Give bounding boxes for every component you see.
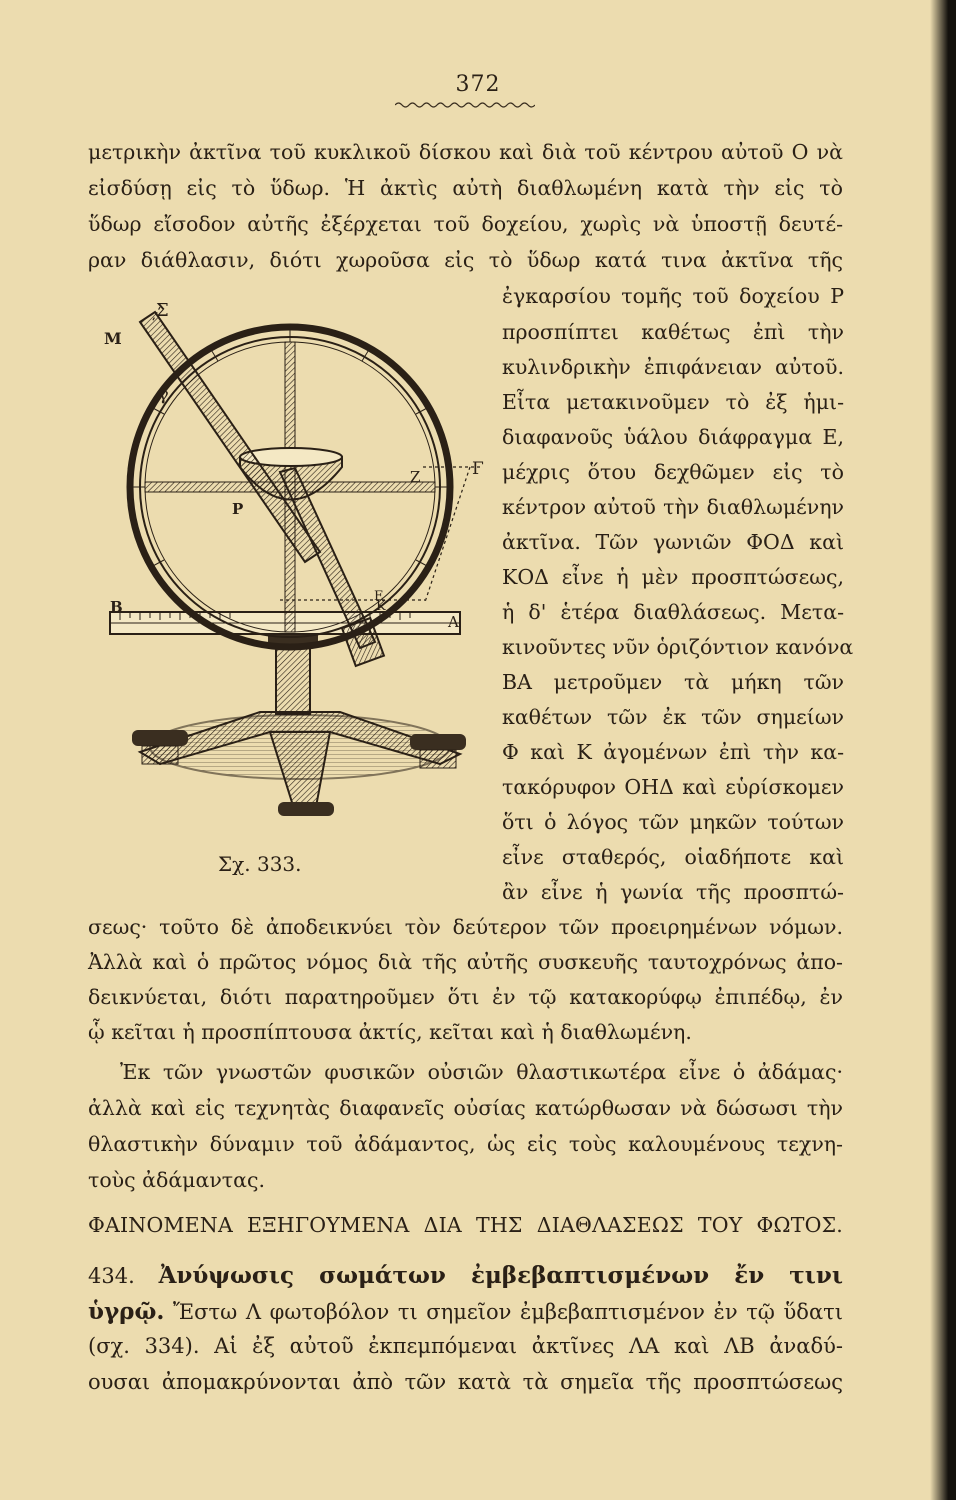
figure-label-gamma: γ bbox=[158, 384, 169, 405]
text-line: εἰσδύσῃ εἰς τὸ ὕδωρ. Ἡ ἀκτὶς αὐτὴ διαθλωμένη κατὰ τὴν εἰς τὸ bbox=[88, 176, 843, 200]
text-line: διαφανοῦς ὑάλου διάφραγμα Ε, bbox=[502, 425, 844, 449]
section-line bbox=[88, 1298, 843, 1325]
wavy-rule-ornament bbox=[395, 100, 535, 110]
text-line: καθέτων τῶν ἐκ τῶν σημείων bbox=[502, 705, 844, 729]
text-line: ἡ δ' ἑτέρα διαθλάσεως. Μετα- bbox=[502, 600, 844, 624]
text-line: τοὺς ἀδάμαντας. bbox=[88, 1168, 265, 1192]
section-heading: ΦΑΙΝΟΜΕΝΑ ΕΞΗΓΟΥΜΕΝΑ ΔΙΑ ΤΗΣ ΔΙΑΘΛΑΣΕΩΣ ΤΟΥ ΦΩΤΟΣ. bbox=[88, 1213, 843, 1237]
text-line: κινοῦντες νῦν ὁριζόντιον κανόνα bbox=[502, 635, 854, 659]
text-line: εἶνε σταθερός, οἱαδήποτε καὶ bbox=[502, 845, 844, 869]
text-line: ᾧ κεῖται ἡ προσπίπτουσα ἀκτίς, κεῖται καὶ ἡ διαθλωμένη. bbox=[88, 1020, 692, 1044]
text-line: ἀλλὰ καὶ εἰς τεχνητὰς διαφανεῖς οὐσίας κατώρθωσαν νὰ δώσωσι τὴν bbox=[88, 1096, 843, 1120]
text-line: μετρικὴν ἀκτῖνα τοῦ κυκλικοῦ δίσκου καὶ διὰ τοῦ κέντρου αὐτοῦ Ο νὰ bbox=[88, 140, 843, 164]
text-line: Ἐκ τῶν γνωστῶν φυσικῶν οὐσιῶν θλαστικωτέρα εἶνε ὁ ἀδάμας· bbox=[120, 1060, 843, 1084]
section-text: Ἔστω Λ φωτοβόλον τι σημεῖον ἐμβεβαπτισμένον ἐν τῷ ὕδατι bbox=[172, 1300, 843, 1324]
text-line: ραν διάθλασιν, διότι χωροῦσα εἰς τὸ ὕδωρ κατά τινα ἀκτῖνα τῆς bbox=[88, 248, 843, 272]
text-line: ὅτι ὁ λόγος τῶν μηκῶν τούτων bbox=[502, 810, 844, 834]
text-line: ΒΑ μετροῦμεν τὰ μήκη τῶν bbox=[502, 670, 844, 694]
figure-label-E: E bbox=[374, 589, 384, 604]
section-title-cont: ὑγρῷ. bbox=[88, 1298, 165, 1325]
text-line: σεως· τοῦτο δὲ ἀποδεικνύει τὸν δεύτερον τῶν προειρημένων νόμων. bbox=[88, 915, 843, 939]
figure-label-sigma: Σ bbox=[156, 300, 169, 321]
figure-label-P: Ρ bbox=[232, 500, 244, 518]
text-line: μέχρις ὅτου δεχθῶμεν εἰς τὸ bbox=[502, 460, 844, 484]
section-title-line bbox=[88, 1262, 843, 1289]
page-edge-shadow bbox=[930, 0, 956, 1500]
text-line: ὕδωρ εἴσοδον αὐτῆς ἐξέρχεται τοῦ δοχείου, χωρὶς νὰ ὑποστῇ δευτέ- bbox=[88, 212, 843, 236]
text-line: προσπίπτει καθέτως ἐπὶ τὴν bbox=[502, 320, 844, 344]
section-line: (σχ. 334). Αἱ ἐξ αὐτοῦ ἐκπεμπόμεναι ἀκτῖνες ΛΑ καὶ ΛΒ ἀναδύ- bbox=[88, 1334, 843, 1358]
figure-label-M: Μ bbox=[104, 329, 122, 348]
text-line: θλαστικὴν δύναμιν τοῦ ἀδάμαντος, ὡς εἰς τοὺς καλουμένους τεχνη- bbox=[88, 1132, 843, 1156]
figure-label-Z: Z bbox=[410, 468, 421, 486]
text-line: δεικνύεται, διότι παρατηροῦμεν ὅτι ἐν τῷ κατακορύφῳ ἐπιπέδῳ, ἐν bbox=[88, 985, 843, 1009]
text-line: ΚΟΔ εἶνε ἡ μὲν προσπτώσεως, bbox=[502, 565, 844, 589]
refraction-apparatus-illustration bbox=[80, 282, 490, 842]
text-line: Ἀλλὰ καὶ ὁ πρῶτος νόμος διὰ τῆς αὐτῆς συσκευῆς ταυτοχρόνως ἀπο- bbox=[88, 950, 843, 974]
section-number: 434. bbox=[88, 1264, 135, 1288]
text-line: ἀκτῖνα. Τῶν γωνιῶν ΦΟΔ καὶ bbox=[502, 530, 844, 554]
text-line: ἂν εἶνε ἡ γωνία τῆς προσπτώ- bbox=[502, 880, 844, 904]
text-line: ἐγκαρσίου τομῆς τοῦ δοχείου Ρ bbox=[502, 284, 844, 308]
figure-label-Gamma: Γ bbox=[472, 459, 484, 479]
page-number: 372 bbox=[455, 72, 501, 97]
section-line: ουσαι ἀπομακρύνονται ἀπὸ τῶν κατὰ τὰ σημεῖα τῆς προσπτώσεως bbox=[88, 1370, 843, 1394]
figure-label-K: Κ bbox=[376, 599, 386, 614]
figure-caption: Σχ. 333. bbox=[218, 852, 302, 876]
figure-label-B: Β bbox=[110, 598, 123, 616]
section-title: Ἀνύψωσις σωμάτων ἐμβεβαπτισμένων ἔν τινι bbox=[158, 1262, 843, 1289]
text-line: κυλινδρικὴν ἐπιφάνειαν αὐτοῦ. bbox=[502, 355, 844, 379]
text-line: Φ καὶ Κ ἀγομένων ἐπὶ τὴν κα- bbox=[502, 740, 844, 764]
text-line: Εἶτα μετακινοῦμεν τὸ ἐξ ἡμι- bbox=[502, 390, 844, 414]
figure-label-A: Α bbox=[448, 613, 459, 631]
text-line: τακόρυφον ΟΗΔ καὶ εὑρίσκομεν bbox=[502, 775, 844, 799]
text-line: κέντρον αὐτοῦ τὴν διαθλωμένην bbox=[502, 495, 844, 519]
